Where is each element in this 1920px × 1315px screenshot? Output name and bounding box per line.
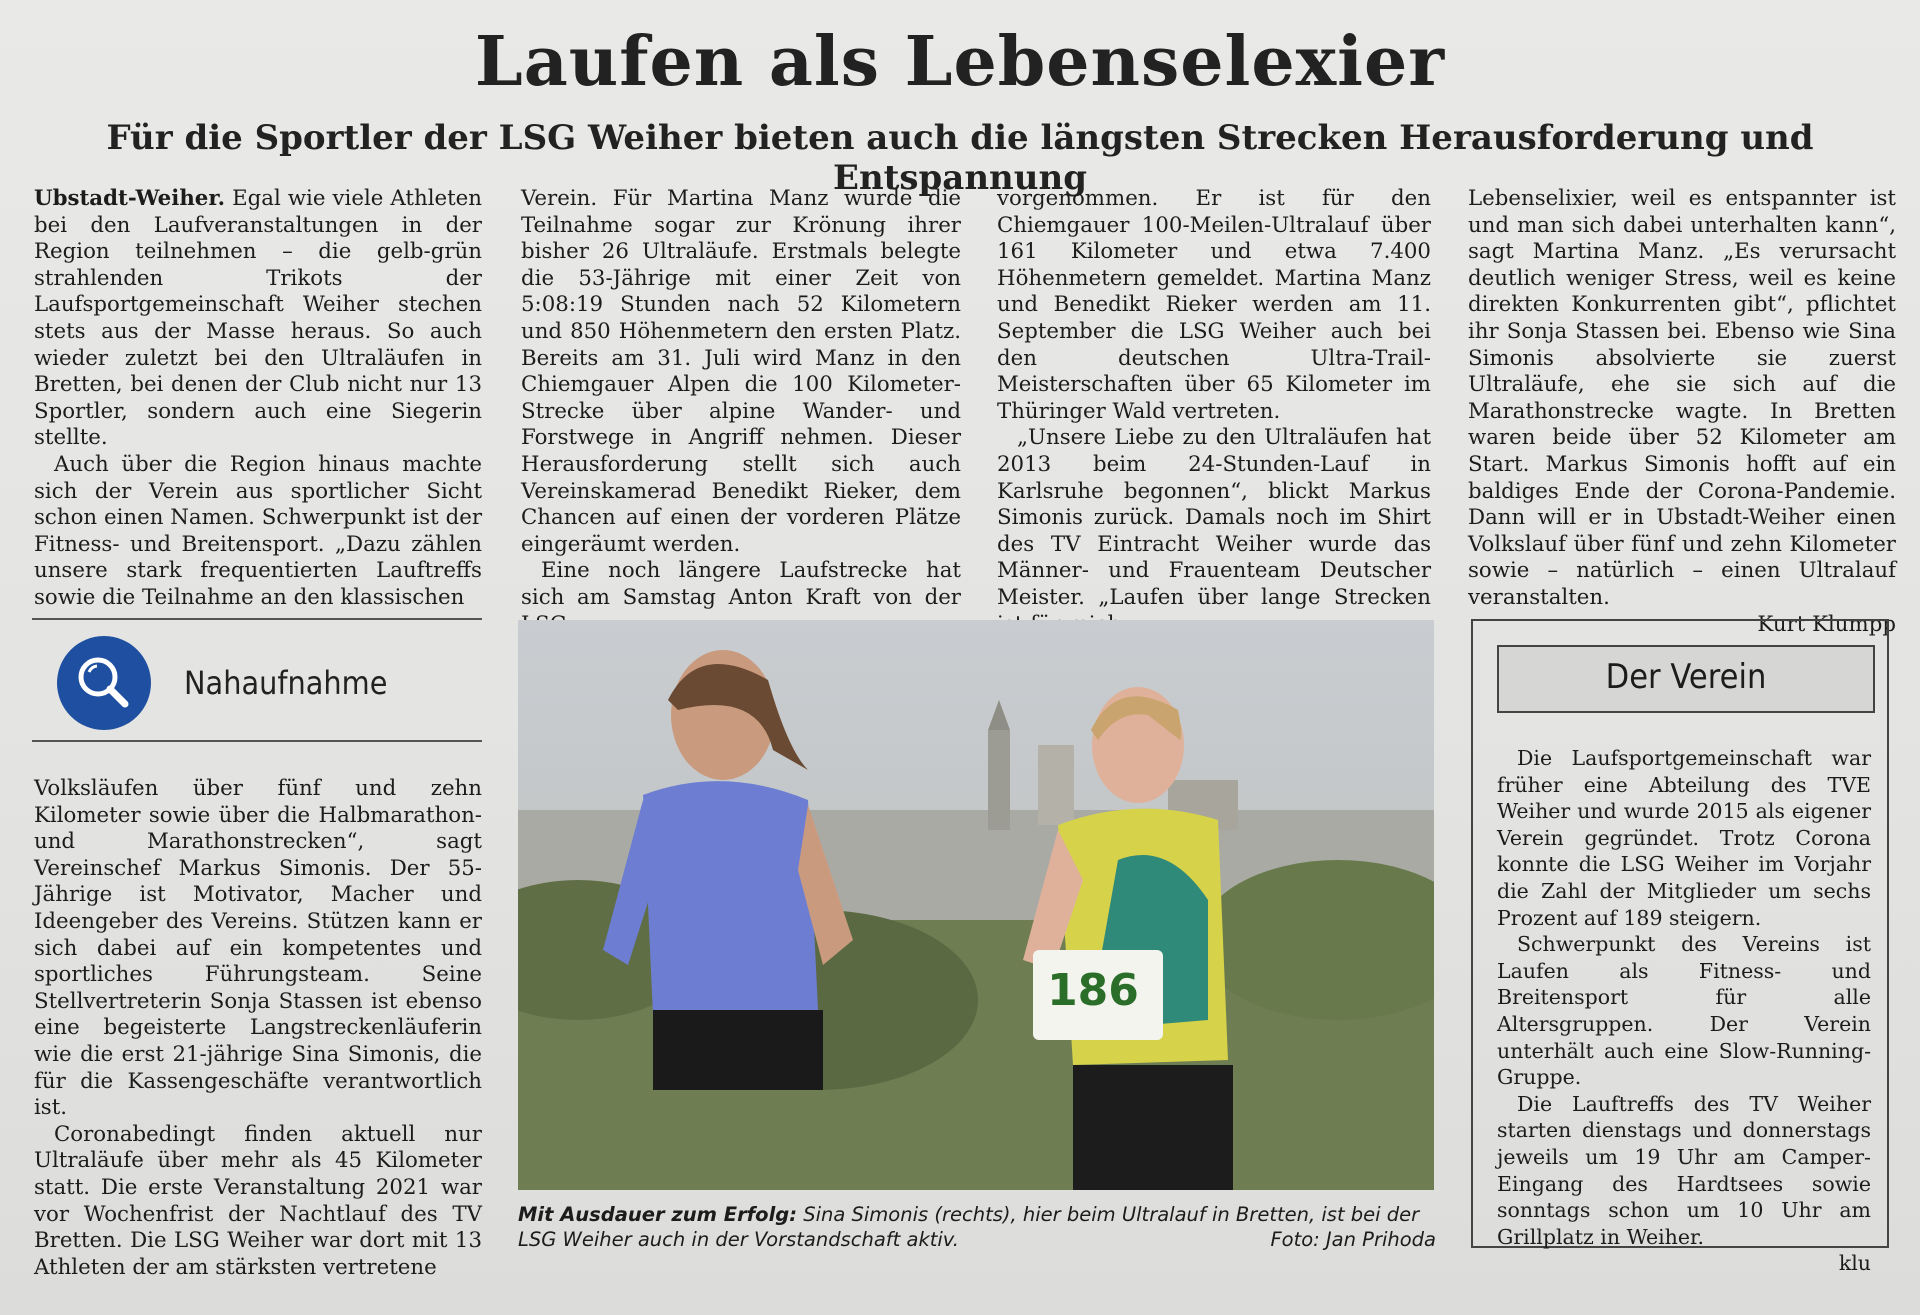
- article-paragraph: vorgenommen. Er ist für den Chiemgauer 100-Meilen-Ultralauf über 161 Kilometer und etwa 7.400 Höhenmetern gemeldet. Martina Manz und Benedikt Rieker werden am 11. September die LSG Weiher auch bei den deutschen Ultra-Trail-Meisterschaften über 65 Kilometer im Thüringer Wald vertreten.: [997, 186, 1431, 424]
- divider-rule: [32, 740, 482, 742]
- article-headline: Laufen als Lebenselexier: [474, 22, 1446, 102]
- article-column-2: [521, 186, 961, 638]
- infobox-title: Der Verein: [1605, 657, 1767, 697]
- photo-credit: Foto: Jan Prihoda: [1270, 1228, 1436, 1251]
- article-paragraph: [34, 186, 482, 452]
- divider-rule: [32, 618, 482, 620]
- article-paragraph: Lebenselixier, weil es entspannter ist und man sich dabei unterhalten kann“, sagt Martina Manz. „Es verursacht deutlich weniger Stress, weil es keine direkten Konkurrenten gibt“, pflichtet ihr Sonja Stassen bei. Ebenso wie Sina Simonis absolvierte sie zuerst Ultraläufe, ehe sie sich auf die Marathonstrecke wagte. In Bretten waren beide über 52 Kilometer am Start. Markus Simonis hofft auf ein baldiges Ende der Corona-Pandemie. Dann will er in Ubstadt-Weiher einen Volkslauf über fünf und zehn Kilometer sowie – natürlich – einen Ultralauf veranstalten.: [1468, 186, 1896, 610]
- infobox-der-verein: [1471, 619, 1889, 1276]
- article-paragraph: Coronabedingt finden aktuell nur Ultraläufe über mehr als 45 Kilometer statt. Die erste Veranstaltung 2021 war vor Wochenfrist der Nachtlauf des TV Bretten. Die LSG Weiher war dort mit 13 Athleten der am stärksten vertretene: [34, 1121, 482, 1280]
- article-subheadline: Für die Sportler der LSG Weiher bieten auch die längsten Strecken Herausforderung und Entspannung: [106, 118, 1814, 198]
- article-column-4: [1468, 186, 1896, 638]
- author-signoff: Kurt Klumpp: [1757, 611, 1896, 637]
- infobox-title-frame: [1497, 645, 1875, 713]
- infobox-paragraph: Die Lauftreffs des TV Weiher starten dienstags und donnerstags jeweils um 19 Uhr am Camper-Eingang des Hardtsees sowie sonntags schon um 10 Uhr am Grillplatz in Weiher.: [1497, 1091, 1871, 1249]
- bib-number: 186: [1047, 965, 1139, 1016]
- dateline: Ubstadt-Weiher.: [34, 186, 226, 211]
- article-paragraph: „Unsere Liebe zu den Ultraläufen hat 2013 beim 24-Stunden-Lauf in Karlsruhe begonnen“, blickt Markus Simonis zurück. Damals noch im Shirt des TV Eintracht Weiher wurde das Männer- und Frauenteam Deutscher Meister. „Laufen über lange Strecken: [997, 425, 1431, 610]
- paragraph-text: Egal wie viele Athleten bei den Laufveranstaltungen in der Region teilnehmen – die gelb-grün strahlenden Trikots der Laufsportgemeinschaft Weiher stechen stets aus der Masse heraus. So auch wieder zuletzt bei den Ultraläufen in Bretten, bei denen der Club nicht nur 13 Sportler, sondern auch eine Siegerin stellte.: [34, 186, 482, 451]
- article-paragraph: Auch über die Region hinaus machte sich der Verein aus sportlicher Sicht schon einen Namen. Schwerpunkt ist der Fitness- und Breitensport. „Dazu zählen unsere stark frequentierten Lauftreffs sowie die Teilnahme an den klassischen: [34, 451, 482, 610]
- magnifier-icon: [57, 636, 151, 730]
- article-photo: [518, 620, 1434, 1190]
- article-paragraph: Verein. Für Martina Manz wurde die Teilnahme sogar zur Krönung ihrer bisher 26 Ultraläufe. Erstmals belegte die 53-Jährige mit einer Zeit von 5:08:19 Stunden nach 52 Kilometern und 850 Höhenmetern den ersten Platz. Bereits am 31. Juli wird Manz in den Chiemgauer Alpen die 100 Kilometer-Strecke über alpine Wander- und Forstwege in Angriff nehmen. Dieser Herausforderung stellt sich auch Vereinskamerad Benedikt Rieker, dem Chancen auf einen der vorderen Plätze eingeräumt werden.: [521, 186, 961, 557]
- article-column-1: [34, 186, 482, 612]
- infobox-author: klu: [1838, 1251, 1871, 1276]
- nahaufnahme-label: Nahaufnahme: [184, 664, 388, 702]
- infobox-paragraph: Schwerpunkt des Vereins ist Laufen als Fitness- und Breitensport für alle Altersgruppen. Der Verein unterhält auch eine Slow-Running-Gruppe.: [1497, 932, 1871, 1090]
- article-column-1-continued: [34, 776, 482, 1281]
- article-column-3: [997, 186, 1431, 638]
- caption-text: Sina Simonis (rechts), hier beim Ultralauf in Bretten, ist bei der LSG Weiher auch in der Vorstandschaft aktiv.: [518, 1203, 1420, 1251]
- article-paragraph: Eine noch längere Laufstrecke hat sich am Samstag Anton Kraft von der: [521, 558, 961, 610]
- infobox-paragraph: Die Laufsportgemeinschaft war früher eine Abteilung des TVE Weiher und wurde 2015 als eigener Verein gegründet. Trotz Corona konnte die LSG Weiher im Vorjahr die Zahl der Mitglieder um sechs Prozent auf 189 steigern.: [1497, 746, 1871, 930]
- caption-lead: Mit Ausdauer zum Erfolg:: [518, 1203, 798, 1226]
- article-paragraph: Volksläufen über fünf und zehn Kilometer sowie über die Halbmarathon- und Marathonstrecken“, sagt Vereinschef Markus Simonis. Der 55-Jährige ist Motivator, Macher und Ideengeber des Vereins. Stützen kann er sich dabei auf ein kompetentes und sportliches Führungsteam. Seine Stellvertreterin Sonja Stassen ist ebenso eine begeisterte Langstreckenläuferin wie die erst 21-jährige Sina Simonis, die für die Kassengeschäfte verantwortlich ist.: [34, 776, 482, 1121]
- infobox-text: [1497, 745, 1871, 1277]
- photo-caption: [518, 1202, 1436, 1252]
